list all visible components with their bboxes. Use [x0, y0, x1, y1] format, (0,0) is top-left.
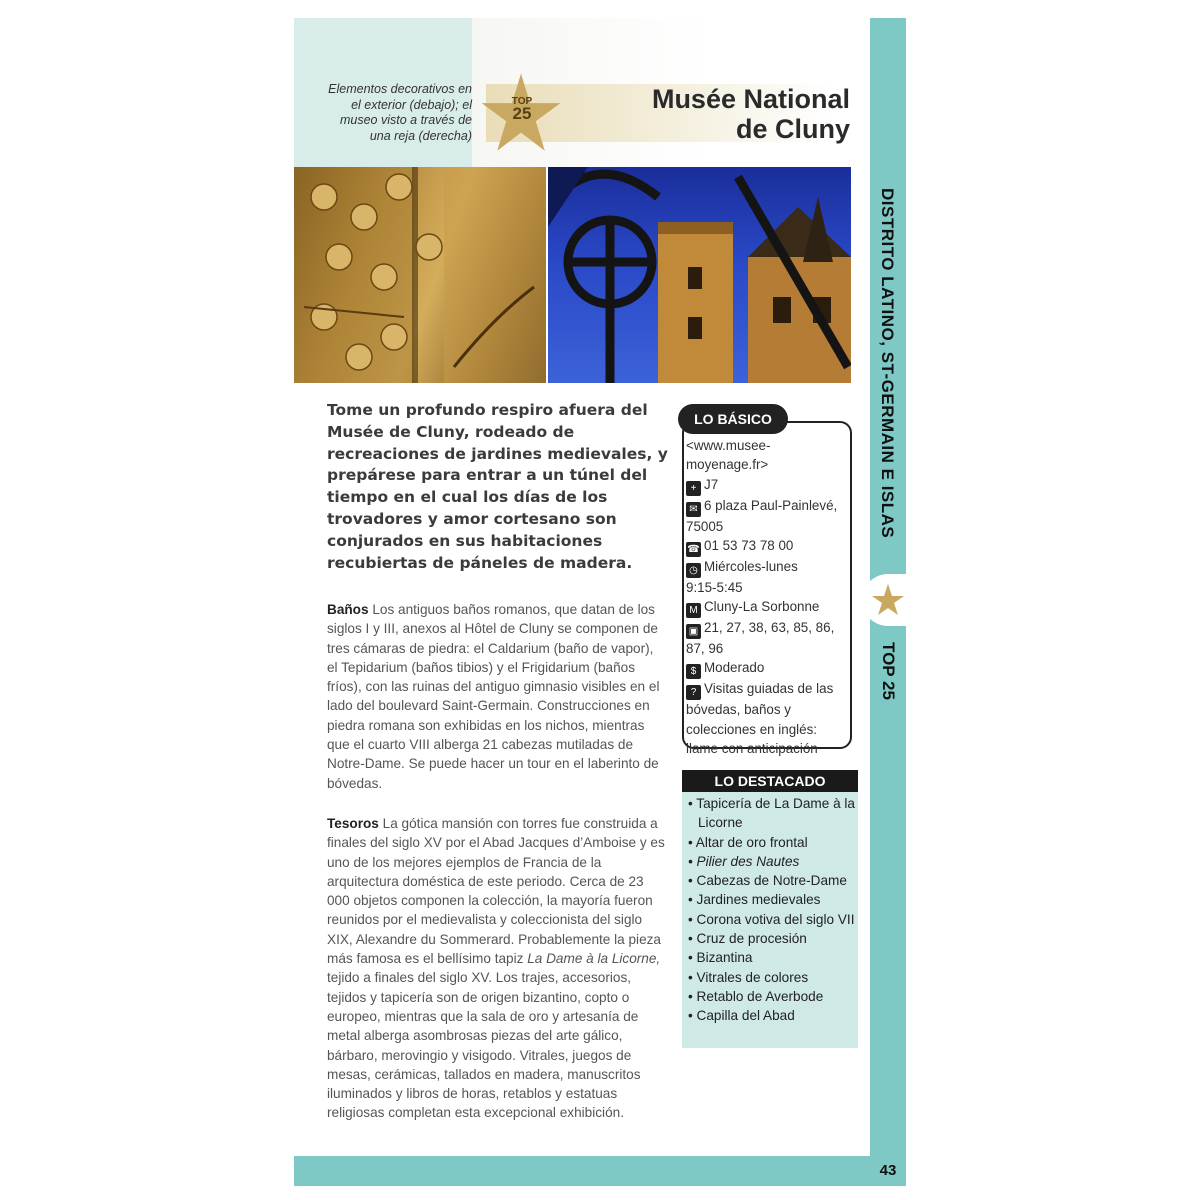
basics-address-text: 6 plaza Paul-Painlevé, 75005 — [686, 497, 838, 534]
footer-bar — [294, 1156, 870, 1186]
clock-icon: ◷ — [686, 563, 701, 578]
basics-heading: LO BÁSICO — [678, 404, 788, 434]
sidebar-section-label — [877, 188, 899, 588]
basics-grid — [686, 475, 848, 496]
map-grid-icon: + — [686, 481, 701, 496]
basics-bus — [686, 618, 848, 658]
basics-website[interactable]: <www.musee-moyenage.fr> — [686, 438, 771, 473]
highlight-item: • Corona votiva del siglo VII — [688, 911, 855, 927]
question-icon: ? — [686, 685, 701, 700]
basics-metro — [686, 597, 848, 618]
metro-icon: M — [686, 603, 701, 618]
highlight-item: • Vitrales de colores — [688, 969, 809, 985]
section-banos — [327, 600, 665, 793]
page-number: 43 — [870, 1156, 906, 1186]
photo-caption: Elementos decorativos en el exterior (debajo); el museo visto a través de una reja (derecha) — [328, 82, 472, 143]
basics-hours-time: 9:15-5:45 — [686, 579, 743, 595]
highlight-item: • Retablo de Averbode — [688, 988, 824, 1004]
basics-grid-text: J7 — [704, 476, 719, 492]
badge-top: TOP — [511, 96, 533, 107]
price-icon: $ — [686, 664, 701, 679]
sidebar-top25-label — [878, 642, 898, 700]
bus-icon: ▣ — [686, 624, 701, 639]
basics-phone — [686, 536, 848, 557]
section-tesoros — [327, 814, 665, 1123]
envelope-icon: ✉ — [686, 502, 701, 517]
title-line-1: Musée National — [651, 84, 850, 114]
section-text-tesoros: La gótica mansión con torres fue construida a finales del siglo XV por el Abad Jacques d’Amboise y es uno de los mejores ejemplos de Francia de la arquitectura doméstica de este periodo. Cerca de 23 000 objetos componen la colección, la mayoría fueron reunidos por el medievalista y coleccionista del siglo XIX, Alexandre du Sommerard. Probablemente la pieza más famosa es el bellísimo tapiz — [327, 816, 665, 967]
basics-price-text: Moderado — [704, 660, 765, 676]
badge-number: 25 — [512, 104, 532, 123]
basics-info-text: Visitas guiadas de las bóvedas, baños y colecciones en inglés: llame con anticipación — [686, 681, 834, 757]
section-heading-banos: Baños — [327, 602, 369, 617]
section-text2-tesoros: tejido a finales del siglo XV. Los trajes, accesorios, tejidos y tapicería son de origen bizantino, copto o europeo, mientras que la sala de oro y artesanía de metal alberga asombrosas piezas del arte gálico, bárbaro, merovingio y visigodo. Vitrales, juegos de mesas, cerámicas, tallados en madera, manuscritos iluminados y libros de horas, retablos y estatuas religiosas completan esta excepcional exhibición. — [327, 970, 641, 1121]
highlights-heading: LO DESTACADO — [682, 770, 858, 792]
basics-metro-text: Cluny-La Sorbonne — [704, 599, 820, 615]
basics-list — [686, 436, 848, 758]
section-heading-tesoros: Tesoros — [327, 816, 379, 831]
basics-hours — [686, 557, 848, 597]
highlight-item: • Cabezas de Notre-Dame — [688, 873, 847, 889]
basics-price — [686, 658, 848, 679]
highlight-item: • Tapicería de La Dame à la Licorne — [688, 796, 855, 831]
sidebar-top25-text: TOP 25 — [879, 642, 898, 700]
highlight-item: • Altar de oro frontal — [688, 834, 808, 850]
page-title — [652, 84, 850, 144]
photo-museum-gate — [548, 167, 851, 383]
highlight-item: • Cruz de procesión — [688, 931, 807, 947]
basics-bus-text: 21, 27, 38, 63, 85, 86, 87, 96 — [686, 620, 835, 657]
basics-phone-text: 01 53 73 78 00 — [704, 537, 794, 553]
section-italic-tesoros: La Dame à la Licorne, — [527, 951, 661, 967]
photo-decorative-elements — [294, 167, 546, 383]
section-text-banos: Los antiguos baños romanos, que datan de los siglos I y III, anexos al Hôtel de Cluny se componen de tres cámaras de piedra: el Caldarium (baño de vapor), el Tepidarium (baños tibios) y el Frigidarium (baños fríos), con las ruinas del antiguo gimnasio visibles en el lado del boulevard Saint-Germain. Construcciones en piedra romana son exhibidas en los nichos, mientras que el cuarto VIII alberga 21 cabezas mutiladas de Notre-Dame. Se puede hacer un tour en el laberinto de bóvedas. — [327, 602, 660, 791]
title-line-2: de Cluny — [735, 114, 850, 144]
basics-hours-days: Miércoles-lunes — [704, 558, 798, 574]
top25-badge — [504, 96, 540, 123]
sidebar-section-text: DISTRITO LATINO, ST-GERMAIN E ISLAS — [878, 188, 897, 539]
highlight-item: • Jardines medievales — [688, 892, 821, 908]
guide-page — [294, 18, 906, 1186]
highlight-item: • Capilla del Abad — [688, 1008, 795, 1024]
gate-tower-illustration — [548, 167, 851, 383]
basics-info — [686, 679, 848, 758]
sidebar-star-icon — [866, 574, 910, 626]
highlights-list — [684, 794, 856, 1026]
phone-icon: ☎ — [687, 543, 700, 555]
basics-address — [686, 496, 848, 536]
highlight-item: • Pilier des Nautes — [688, 853, 800, 869]
intro-paragraph: Tome un profundo respiro afuera del Musée de Cluny, rodeado de recreaciones de jardines medievales, y prepárese para entrar a un túnel del tiempo en el cual los días de los trovadores y amor cortesano son conjurados en sus habitaciones recubiertas de páneles de madera. — [327, 401, 668, 572]
stone-shells-illustration — [294, 167, 546, 383]
highlight-item: • Bizantina — [688, 950, 753, 966]
